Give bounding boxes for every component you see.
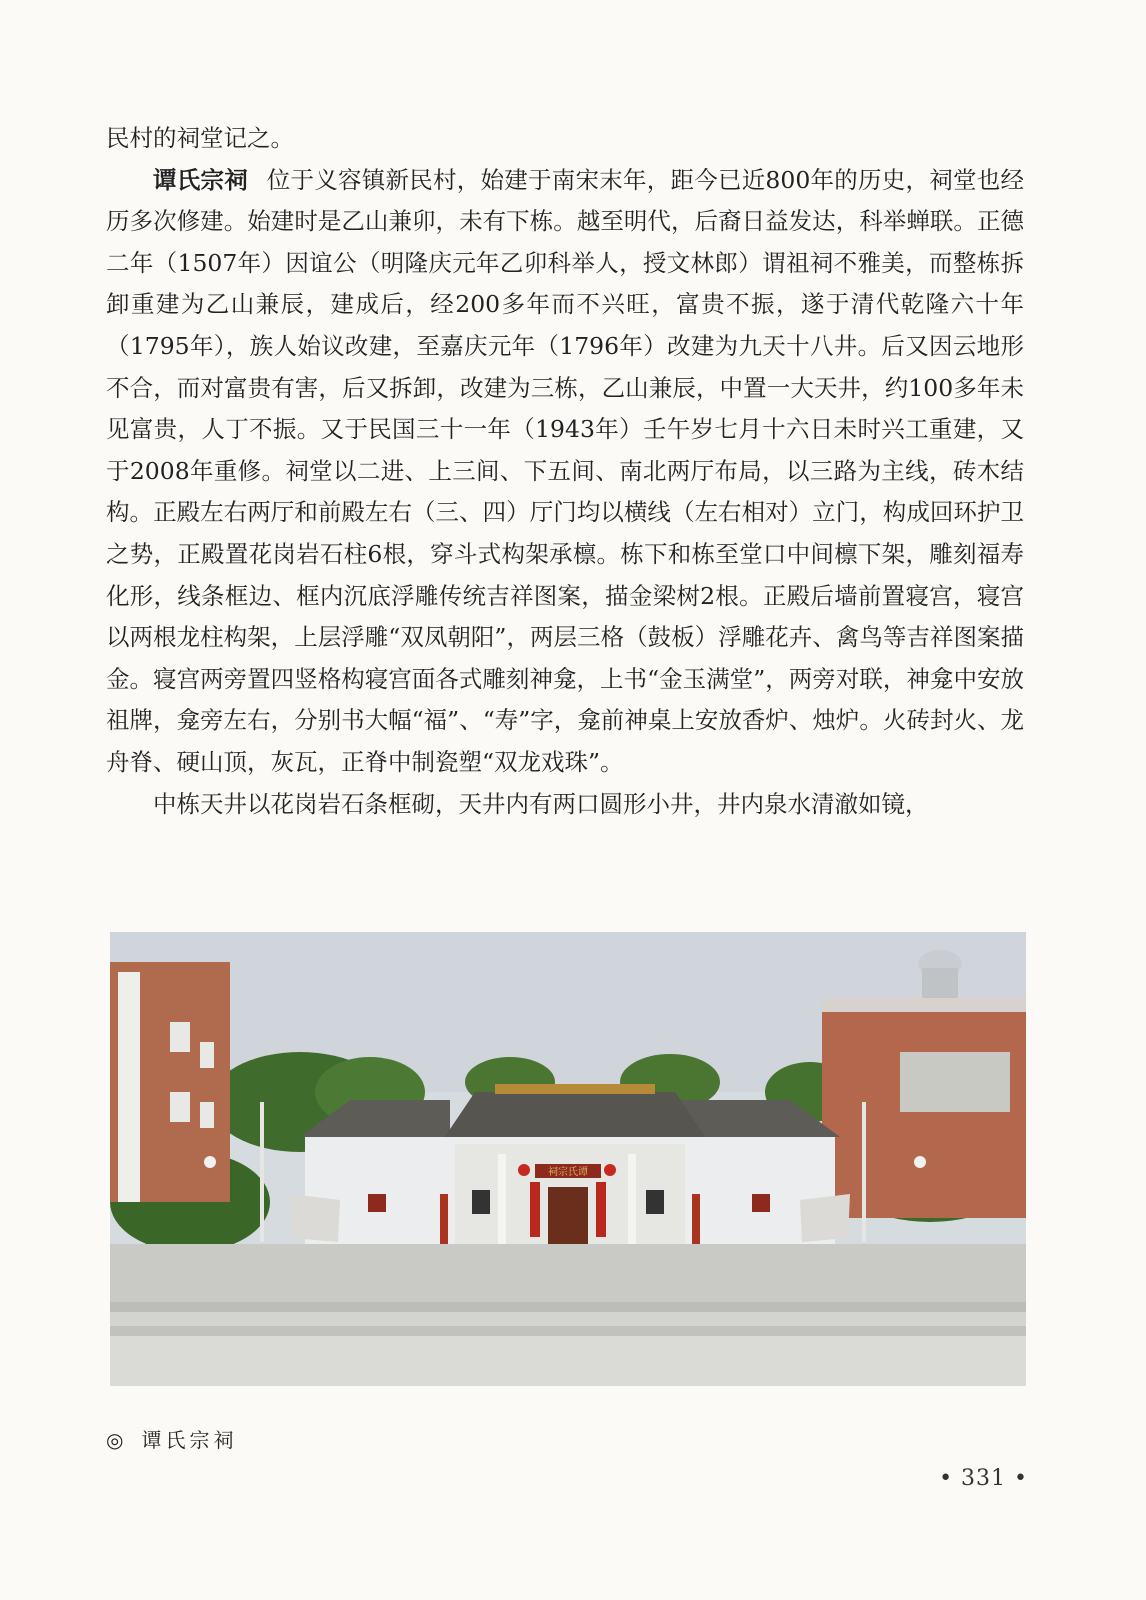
page-number: • 331 • — [939, 1466, 1028, 1491]
paragraph-3: 中栋天井以花岗岩石条框砌，天井内有两口圆形小井，井内泉水清澈如镜， — [153, 789, 929, 818]
plaque-text: 祠宗氏谭 — [548, 1167, 588, 1178]
paragraph-1: 民村的祠堂记之。 — [106, 124, 294, 152]
body-text — [106, 118, 1024, 825]
photo-caption — [106, 1424, 237, 1453]
paragraph-2-text: 位于义容镇新民村，始建于南宋末年，距今已近800年的历史，祠堂也经历多次修建。始建时是乙山兼卯，未有下栋。越至明代，后裔日益发达，科举蝉联。正德二年（1507年）因谊公（明隆庆元年乙卯科举人，授文林郎）谓祖祠不雅美，而整栋拆卸重建为乙山兼辰，建成后，经200多年而不兴旺，富贵不振，遂于清代乾隆六十年（1795年），族人始议改建，至嘉庆元年（1796年）改建为九天十八井。后又因云地形不合，而对富贵有害，后又拆卸，改建为三栋，乙山兼辰，中置一大天井，约100多年未见富贵，人丁不振。又于民国三十一年（1943年）壬午岁七月十六日未时兴工重建，又于2008年重修。祠堂以二进、上三间、下五间、南北两厅布局，以三路为主线，砖木结构。正殿左右两厅和前殿左右（三、四）厅门均以横线（左右相对）立门，构成回环护卫之势，正殿置花岗岩石柱6根，穿斗式构架承檩。栋下和栋至堂口中间檩下架，雕刻福寿化形，线条框边、框内沉底浮雕传统吉祥图案，描金梁树2根。正殿后墙前置寝宫，寝宫以两根龙柱构架，上层浮雕“双凤朝阳”，两层三格（鼓板）浮雕花卉、禽鸟等吉祥图案描金。寝宫两旁置四竖格构寝宫面各式雕刻神龛，上书“金玉满堂”，两旁对联，神龛中安放祖牌，龛旁左右，分别书大幅“福”、“寿”字，龛前神桌上安放香炉、烛炉。火砖封火、龙舟脊、硬山顶，灰瓦，正脊中制瓷塑“双龙戏珠”。 — [106, 165, 1024, 776]
ancestral-hall-photo — [110, 932, 1026, 1386]
caption-bullet-icon: ◎ — [106, 1428, 128, 1452]
caption-text: 谭氏宗祠 — [141, 1428, 238, 1452]
paragraph-2 — [106, 160, 1024, 784]
entry-heading: 谭氏宗祠 — [153, 165, 248, 194]
ancestral-hall-illustration — [110, 932, 1026, 1386]
